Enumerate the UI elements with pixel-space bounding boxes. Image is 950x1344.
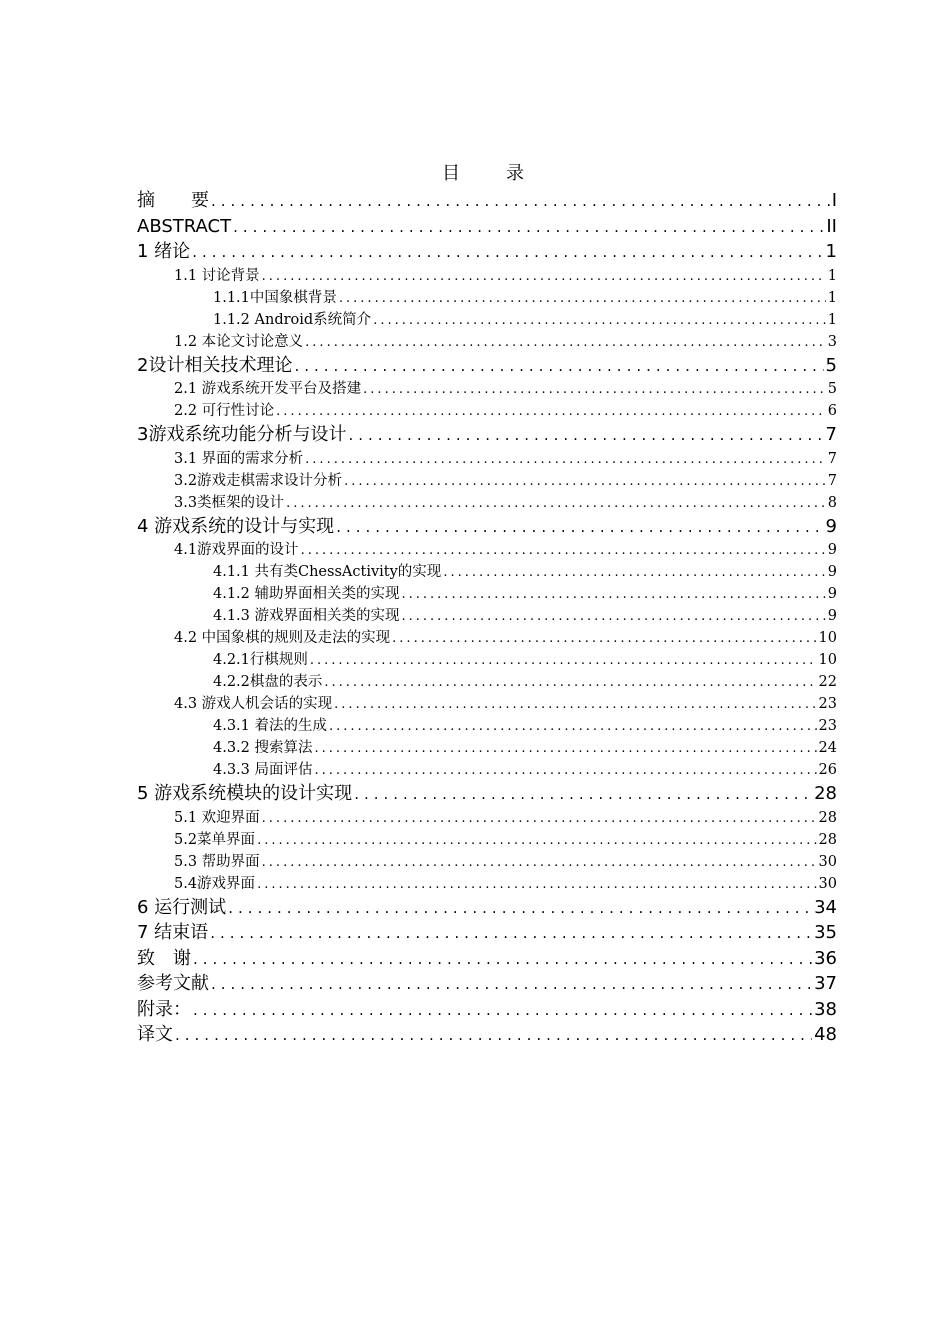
toc-entry-label: 4.2.1行棋规则 (213, 652, 308, 668)
toc-entry-page: 10 (818, 652, 837, 668)
toc-entry-page: 34 (814, 896, 837, 918)
toc-entry-label: 4.1游戏界面的设计 (174, 542, 299, 558)
toc-entry-label: 1 绪论 (137, 241, 191, 262)
toc-entry-label: 2设计相关技术理论 (137, 354, 293, 376)
toc-leader-dots (336, 515, 823, 540)
toc-entry-page: 22 (818, 674, 837, 690)
toc-entry-label: 3.2游戏走棋需求设计分析 (174, 472, 343, 489)
toc-entry[interactable] (137, 627, 837, 649)
toc-entry-page: 48 (814, 1024, 837, 1045)
table-of-contents (137, 188, 837, 1048)
toc-entry[interactable] (137, 605, 837, 627)
toc-leader-dots (315, 738, 817, 759)
toc-entry-page: I (831, 190, 837, 211)
toc-entry[interactable] (137, 214, 837, 240)
toc-entry-label: 5.2菜单界面 (174, 831, 256, 848)
toc-leader-dots (193, 998, 812, 1023)
toc-leader-dots (211, 189, 830, 214)
toc-entry[interactable] (137, 561, 837, 583)
toc-entry-page: 10 (818, 630, 837, 646)
toc-entry-page: 1 (827, 267, 837, 284)
toc-entry-page: 28 (818, 809, 837, 826)
toc-entry[interactable] (137, 400, 837, 422)
toc-leader-dots (392, 628, 816, 649)
toc-entry[interactable] (137, 715, 837, 737)
toc-entry-label: 5.1 欢迎界面 (174, 809, 260, 826)
toc-entry-label: 4.3.3 局面评估 (213, 762, 313, 778)
toc-leader-dots (276, 401, 826, 422)
toc-entry-page: 9 (827, 564, 837, 580)
toc-leader-dots (286, 493, 826, 514)
toc-leader-dots (262, 852, 817, 873)
toc-entry[interactable] (137, 539, 837, 561)
toc-entry-label: 附录： (137, 998, 191, 1020)
toc-entry[interactable] (137, 378, 837, 400)
toc-entry-page: 3 (827, 333, 837, 350)
toc-leader-dots (329, 716, 817, 737)
toc-entry-label: 6 运行测试 (137, 896, 227, 918)
toc-entry[interactable] (137, 470, 837, 492)
toc-entry-page: 9 (827, 586, 837, 602)
toc-entry-label: 4.1.1 共有类ChessActivity的实现 (213, 564, 442, 580)
toc-entry[interactable] (137, 649, 837, 671)
toc-entry-page: 23 (818, 696, 837, 712)
toc-entry-page: 5 (825, 354, 837, 376)
toc-entry-label: 1.2 本论文讨论意义 (174, 333, 304, 350)
toc-leader-dots (233, 215, 824, 240)
toc-entry-label: 2.1 游戏系统开发平台及搭建 (174, 381, 362, 397)
toc-entry[interactable] (137, 448, 837, 470)
toc-entry[interactable] (137, 331, 837, 353)
toc-entry[interactable] (137, 492, 837, 514)
toc-entry-label: 4.3.2 搜索算法 (213, 740, 313, 756)
toc-entry-page: 38 (814, 998, 837, 1020)
toc-entry-page: 1 (827, 311, 837, 328)
toc-entry-label: 致 谢 (137, 947, 191, 969)
toc-entry[interactable] (137, 265, 837, 287)
toc-entry-page: 9 (825, 515, 837, 537)
toc-entry[interactable] (137, 829, 837, 851)
toc-entry[interactable] (137, 188, 837, 214)
toc-entry-page: 9 (827, 608, 837, 624)
toc-leader-dots (334, 694, 816, 715)
toc-entry-page: 35 (814, 922, 837, 943)
toc-entry-page: 28 (818, 831, 837, 848)
toc-entry[interactable] (137, 353, 837, 379)
toc-entry-label: 3.3类框架的设计 (174, 494, 285, 511)
toc-entry-page: 23 (818, 718, 837, 734)
toc-leader-dots (301, 540, 826, 561)
toc-leader-dots (175, 1023, 812, 1048)
toc-entry-page: 8 (827, 494, 837, 511)
toc-entry[interactable] (137, 807, 837, 829)
toc-entry-label: 5.3 帮助界面 (174, 853, 260, 870)
toc-leader-dots (257, 830, 816, 851)
toc-entry[interactable] (137, 895, 837, 921)
toc-entry-label: 4.3.1 着法的生成 (213, 718, 328, 734)
toc-entry-label: 5.4游戏界面 (174, 875, 256, 892)
toc-entry[interactable] (137, 946, 837, 972)
toc-entry-label: 5 游戏系统模块的设计实现 (137, 783, 353, 804)
toc-title: 目 录 (442, 163, 538, 184)
toc-leader-dots (193, 947, 812, 972)
toc-entry-page: II (826, 215, 837, 237)
toc-leader-dots (257, 874, 816, 895)
toc-entry[interactable] (137, 737, 837, 759)
toc-entry[interactable] (137, 514, 837, 540)
toc-entry[interactable] (137, 583, 837, 605)
toc-leader-dots (348, 423, 823, 448)
toc-entry-page: 37 (814, 973, 837, 994)
toc-entry-label: ABSTRACT (137, 215, 232, 237)
toc-leader-dots (315, 760, 817, 781)
toc-entry-label: 1.1.1中国象棋背景 (213, 289, 337, 306)
toc-entry[interactable] (137, 309, 837, 331)
toc-leader-dots (402, 584, 826, 605)
toc-entry-page: 36 (814, 947, 837, 969)
toc-entry[interactable] (137, 1022, 837, 1048)
toc-leader-dots (324, 672, 816, 693)
toc-entry-label: 3游戏系统功能分析与设计 (137, 424, 347, 445)
toc-entry-page: 30 (818, 875, 837, 892)
toc-entry[interactable] (137, 873, 837, 895)
toc-entry-label: 4.2.2棋盘的表示 (213, 674, 323, 690)
toc-leader-dots (373, 310, 826, 331)
toc-entry[interactable] (137, 759, 837, 781)
toc-leader-dots (344, 471, 826, 492)
toc-leader-dots (262, 266, 826, 287)
toc-entry-label: 1.1 讨论背景 (174, 267, 260, 284)
toc-entry-page: 7 (827, 450, 837, 467)
toc-entry[interactable] (137, 693, 837, 715)
toc-leader-dots (305, 332, 826, 353)
toc-entry-label: 4.1.2 辅助界面相关类的实现 (213, 586, 400, 602)
toc-entry[interactable] (137, 851, 837, 873)
toc-entry-page: 30 (818, 853, 837, 870)
toc-leader-dots (402, 606, 826, 627)
toc-entry-label: 3.1 界面的需求分析 (174, 450, 304, 467)
toc-entry-label: 4.1.3 游戏界面相关类的实现 (213, 608, 400, 624)
toc-entry-label: 摘 要 (137, 190, 209, 211)
toc-entry[interactable] (137, 287, 837, 309)
toc-entry-label: 7 结束语 (137, 922, 209, 943)
toc-leader-dots (443, 562, 825, 583)
toc-entry-page: 5 (827, 381, 837, 397)
toc-leader-dots (363, 379, 826, 400)
toc-entry-page: 7 (827, 472, 837, 489)
toc-leader-dots (310, 650, 817, 671)
toc-entry[interactable] (137, 997, 837, 1023)
toc-leader-dots (210, 921, 812, 946)
toc-entry-page: 24 (818, 740, 837, 756)
toc-leader-dots (211, 972, 812, 997)
toc-entry[interactable] (137, 920, 837, 946)
toc-entry-page: 28 (814, 783, 837, 804)
toc-entry[interactable] (137, 671, 837, 693)
toc-entry-page: 1 (825, 241, 837, 262)
toc-leader-dots (192, 240, 823, 265)
toc-entry-label: 译文 (137, 1024, 173, 1045)
toc-entry-label: 1.1.2 Android系统简介 (213, 311, 372, 328)
toc-leader-dots (294, 354, 823, 379)
toc-entry[interactable] (137, 971, 837, 997)
toc-entry-label: 2.2 可行性讨论 (174, 403, 275, 419)
toc-entry-label: 4 游戏系统的设计与实现 (137, 515, 335, 537)
toc-entry[interactable] (137, 239, 837, 265)
toc-entry-page: 1 (827, 289, 837, 306)
toc-entry-page: 7 (825, 424, 837, 445)
toc-entry[interactable] (137, 422, 837, 448)
toc-entry-page: 9 (827, 542, 837, 558)
toc-leader-dots (339, 288, 826, 309)
toc-entry-label: 4.2 中国象棋的规则及走法的实现 (174, 630, 391, 646)
toc-entry-page: 26 (818, 762, 837, 778)
toc-leader-dots (305, 449, 826, 470)
toc-entry-page: 6 (827, 403, 837, 419)
toc-leader-dots (354, 782, 812, 807)
toc-entry[interactable] (137, 781, 837, 807)
toc-entry-label: 4.3 游戏人机会话的实现 (174, 696, 333, 712)
toc-leader-dots (228, 896, 812, 921)
toc-entry-label: 参考文献 (137, 973, 209, 994)
toc-leader-dots (262, 808, 817, 829)
